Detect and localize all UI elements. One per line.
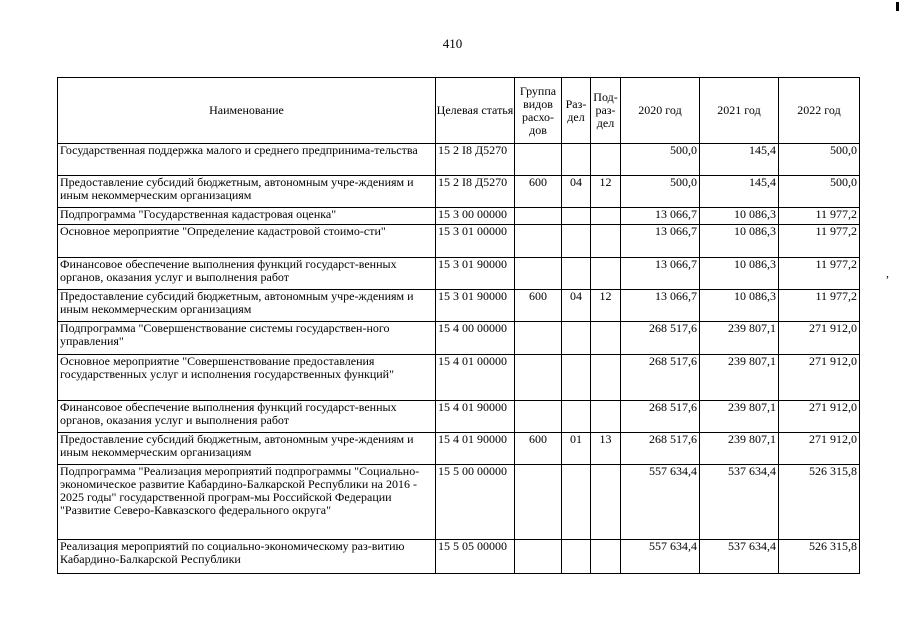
row-name-cell: Основное мероприятие "Определение кадастровой стоимо-сти" — [58, 225, 436, 258]
row-expense-group-cell — [515, 144, 562, 176]
row-expense-group-cell — [515, 401, 562, 433]
table-row — [58, 433, 860, 465]
row-expense-group-cell — [515, 225, 562, 258]
row-year-2020-cell: 13 066,7 — [621, 290, 700, 322]
row-section-cell — [562, 540, 591, 574]
row-section-cell — [562, 208, 591, 225]
header-section: Раз-дел — [562, 78, 591, 144]
row-target-article-cell: 15 3 01 00000 — [436, 225, 515, 258]
row-name-cell: Реализация мероприятий по социально-экономическому раз-витию Кабардино-Балкарской Республики — [58, 540, 436, 574]
row-year-2021-cell: 10 086,3 — [700, 225, 779, 258]
row-year-2020-cell: 268 517,6 — [621, 355, 700, 401]
row-section-cell: 04 — [562, 176, 591, 208]
page-number: 410 — [442, 36, 463, 51]
row-name-cell: Финансовое обеспечение выполнения функций государст-венных органов, оказания услуг и выполнения работ — [58, 401, 436, 433]
table-header-row — [58, 78, 860, 144]
row-target-article-cell: 15 5 00 00000 — [436, 465, 515, 540]
scan-corner-mark — [896, 2, 899, 11]
row-name-cell: Государственная поддержка малого и среднего предпринима-тельства — [58, 144, 436, 176]
row-section-cell — [562, 401, 591, 433]
row-target-article-cell: 15 4 01 90000 — [436, 401, 515, 433]
row-expense-group-cell — [515, 208, 562, 225]
row-expense-group-cell: 600 — [515, 433, 562, 465]
row-target-article-cell: 15 4 01 90000 — [436, 433, 515, 465]
row-year-2022-cell: 271 912,0 — [779, 355, 860, 401]
table-row — [58, 208, 860, 225]
table-row — [58, 465, 860, 540]
row-year-2020-cell: 268 517,6 — [621, 322, 700, 355]
row-year-2021-cell: 10 086,3 — [700, 290, 779, 322]
margin-mark: , — [886, 266, 889, 280]
row-year-2020-cell: 13 066,7 — [621, 208, 700, 225]
row-target-article-cell: 15 5 05 00000 — [436, 540, 515, 574]
row-year-2021-cell: 10 086,3 — [700, 208, 779, 225]
row-year-2022-cell: 271 912,0 — [779, 433, 860, 465]
row-section-cell — [562, 322, 591, 355]
row-section-cell — [562, 465, 591, 540]
row-year-2021-cell: 145,4 — [700, 176, 779, 208]
row-subsection-cell: 12 — [591, 176, 621, 208]
row-expense-group-cell — [515, 465, 562, 540]
row-expense-group-cell — [515, 355, 562, 401]
table-row — [58, 144, 860, 176]
row-subsection-cell — [591, 258, 621, 290]
row-subsection-cell — [591, 355, 621, 401]
row-subsection-cell — [591, 540, 621, 574]
row-subsection-cell — [591, 225, 621, 258]
row-subsection-cell: 12 — [591, 290, 621, 322]
row-year-2020-cell: 268 517,6 — [621, 401, 700, 433]
row-subsection-cell — [591, 465, 621, 540]
row-target-article-cell: 15 3 00 00000 — [436, 208, 515, 225]
row-section-cell: 01 — [562, 433, 591, 465]
row-target-article-cell: 15 3 01 90000 — [436, 258, 515, 290]
row-target-article-cell: 15 4 01 00000 — [436, 355, 515, 401]
row-target-article-cell: 15 2 I8 Д5270 — [436, 144, 515, 176]
header-year-2021: 2021 год — [700, 78, 779, 144]
row-subsection-cell — [591, 401, 621, 433]
row-year-2022-cell: 526 315,8 — [779, 540, 860, 574]
row-name-cell: Подпрограмма "Совершенствование системы государствен-ного управления" — [58, 322, 436, 355]
row-name-cell: Предоставление субсидий бюджетным, автономным учре-ждениям и иным некоммерческим организациям — [58, 290, 436, 322]
header-year-2020: 2020 год — [621, 78, 700, 144]
table-row — [58, 355, 860, 401]
header-year-2022: 2022 год — [779, 78, 860, 144]
row-section-cell — [562, 144, 591, 176]
row-expense-group-cell — [515, 322, 562, 355]
row-year-2020-cell: 557 634,4 — [621, 540, 700, 574]
row-year-2020-cell: 500,0 — [621, 176, 700, 208]
header-name: Наименование — [58, 78, 436, 144]
row-name-cell: Подпрограмма "Государственная кадастровая оценка" — [58, 208, 436, 225]
row-year-2021-cell: 239 807,1 — [700, 401, 779, 433]
row-year-2022-cell: 11 977,2 — [779, 258, 860, 290]
table-row — [58, 290, 860, 322]
header-subsection: Под-раз-дел — [591, 78, 621, 144]
row-year-2022-cell: 11 977,2 — [779, 290, 860, 322]
row-section-cell: 04 — [562, 290, 591, 322]
row-year-2022-cell: 11 977,2 — [779, 208, 860, 225]
budget-table — [57, 77, 860, 574]
row-year-2021-cell: 239 807,1 — [700, 433, 779, 465]
row-expense-group-cell: 600 — [515, 176, 562, 208]
row-year-2021-cell: 537 634,4 — [700, 540, 779, 574]
row-year-2022-cell: 11 977,2 — [779, 225, 860, 258]
table-row — [58, 322, 860, 355]
row-subsection-cell — [591, 144, 621, 176]
row-section-cell — [562, 258, 591, 290]
row-year-2021-cell: 10 086,3 — [700, 258, 779, 290]
row-target-article-cell: 15 4 00 00000 — [436, 322, 515, 355]
row-subsection-cell: 13 — [591, 433, 621, 465]
row-year-2022-cell: 526 315,8 — [779, 465, 860, 540]
row-year-2020-cell: 13 066,7 — [621, 225, 700, 258]
row-year-2021-cell: 239 807,1 — [700, 322, 779, 355]
row-section-cell — [562, 225, 591, 258]
row-year-2022-cell: 271 912,0 — [779, 401, 860, 433]
row-year-2022-cell: 500,0 — [779, 176, 860, 208]
row-name-cell: Предоставление субсидий бюджетным, автономным учре-ждениям и иным некоммерческим организациям — [58, 176, 436, 208]
table-row — [58, 401, 860, 433]
row-subsection-cell — [591, 322, 621, 355]
header-target-article: Целевая статья — [436, 78, 515, 144]
header-expense-group: Группа видов расхо-дов — [515, 78, 562, 144]
row-year-2021-cell: 537 634,4 — [700, 465, 779, 540]
table-row — [58, 258, 860, 290]
row-year-2022-cell: 500,0 — [779, 144, 860, 176]
row-expense-group-cell — [515, 540, 562, 574]
row-year-2020-cell: 268 517,6 — [621, 433, 700, 465]
row-section-cell — [562, 355, 591, 401]
row-name-cell: Подпрограмма "Реализация мероприятий подпрограммы "Социально-экономическое развитие Кабардино-Балкарской Республики на 2016 - 2025 годы" государственной програм-мы Российской Федерации "Развитие Северо-Кавказского федерального округа" — [58, 465, 436, 540]
row-year-2021-cell: 145,4 — [700, 144, 779, 176]
row-target-article-cell: 15 2 I8 Д5270 — [436, 176, 515, 208]
row-expense-group-cell — [515, 258, 562, 290]
row-year-2020-cell: 557 634,4 — [621, 465, 700, 540]
row-expense-group-cell: 600 — [515, 290, 562, 322]
row-subsection-cell — [591, 208, 621, 225]
row-name-cell: Предоставление субсидий бюджетным, автономным учре-ждениям и иным некоммерческим организациям — [58, 433, 436, 465]
row-year-2022-cell: 271 912,0 — [779, 322, 860, 355]
table-row — [58, 225, 860, 258]
table-row — [58, 540, 860, 574]
table-row — [58, 176, 860, 208]
row-target-article-cell: 15 3 01 90000 — [436, 290, 515, 322]
row-year-2021-cell: 239 807,1 — [700, 355, 779, 401]
row-name-cell: Основное мероприятие "Совершенствование предоставления государственных услуг и исполнения государственных функций" — [58, 355, 436, 401]
row-year-2020-cell: 500,0 — [621, 144, 700, 176]
row-year-2020-cell: 13 066,7 — [621, 258, 700, 290]
row-name-cell: Финансовое обеспечение выполнения функций государст-венных органов, оказания услуг и выполнения работ — [58, 258, 436, 290]
